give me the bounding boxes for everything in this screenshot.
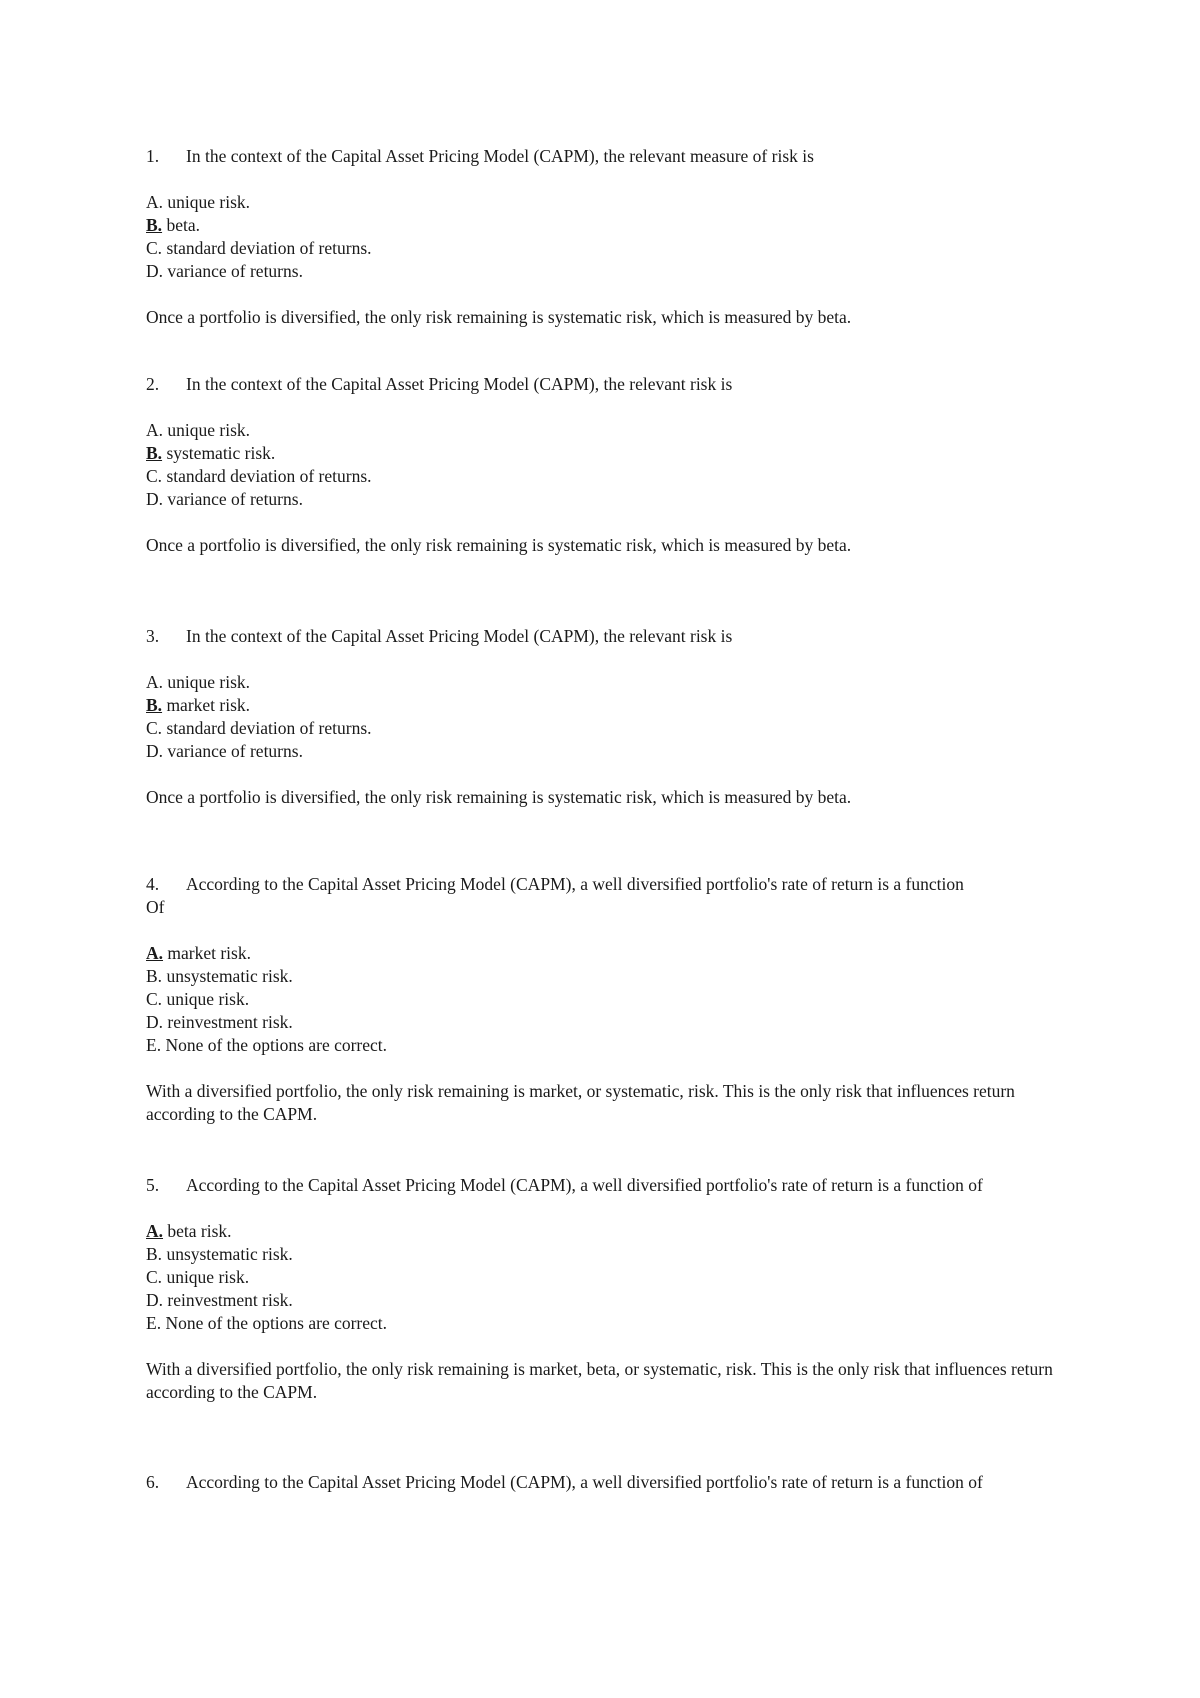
correct-option-letter: A. <box>146 943 164 963</box>
option-a <box>146 191 1066 214</box>
question-number: 3. <box>146 626 160 646</box>
option-c <box>146 1266 1066 1289</box>
option-letter: A. <box>146 672 164 692</box>
question-number: 6. <box>146 1472 160 1492</box>
option-letter: A. <box>146 192 164 212</box>
option-text: reinvestment risk. <box>167 1290 293 1310</box>
question-stem <box>146 373 1066 396</box>
option-text: standard deviation of returns. <box>166 466 372 486</box>
answer-options <box>146 942 1066 1057</box>
option-text: standard deviation of returns. <box>166 238 372 258</box>
option-e <box>146 1034 1066 1057</box>
option-text: None of the options are correct. <box>165 1313 388 1333</box>
explanation: Once a portfolio is diversified, the only risk remaining is systematic risk, which is measured by beta. <box>146 535 852 555</box>
option-c <box>146 237 1066 260</box>
question-1 <box>146 145 1066 329</box>
option-letter: E. <box>146 1313 162 1333</box>
question-stem <box>146 625 1066 648</box>
correct-option-letter: B. <box>146 695 163 715</box>
option-letter: D. <box>146 489 164 509</box>
question-number: 4. <box>146 874 160 894</box>
option-b <box>146 1243 1066 1266</box>
option-d <box>146 488 1066 511</box>
option-text: beta risk. <box>167 1221 232 1241</box>
option-text: systematic risk. <box>166 443 276 463</box>
question-stem <box>146 1174 1066 1197</box>
option-text: unique risk. <box>166 1267 250 1287</box>
option-text: None of the options are correct. <box>165 1035 388 1055</box>
question-stem <box>146 1471 1066 1494</box>
option-letter: C. <box>146 718 163 738</box>
answer-options <box>146 419 1066 511</box>
option-letter: D. <box>146 1012 164 1032</box>
option-letter: C. <box>146 989 163 1009</box>
option-letter: D. <box>146 741 164 761</box>
question-5 <box>146 1174 1066 1404</box>
option-b <box>146 214 1066 237</box>
question-number: 2. <box>146 374 160 394</box>
option-b <box>146 694 1066 717</box>
option-d <box>146 740 1066 763</box>
question-text: In the context of the Capital Asset Pricing Model (CAPM), the relevant risk is <box>186 626 733 646</box>
option-text: unique risk. <box>167 192 251 212</box>
option-a <box>146 1220 1066 1243</box>
option-d <box>146 260 1066 283</box>
option-d <box>146 1011 1066 1034</box>
option-text: market risk. <box>166 695 251 715</box>
explanation: With a diversified portfolio, the only risk remaining is market, or systematic, risk. This is the only risk that influences return according to the CAPM. <box>146 1081 1015 1124</box>
question-stem <box>146 873 1066 896</box>
correct-option-letter: B. <box>146 215 163 235</box>
correct-option-letter: B. <box>146 443 163 463</box>
option-d <box>146 1289 1066 1312</box>
option-letter: A. <box>146 420 164 440</box>
question-text: In the context of the Capital Asset Pricing Model (CAPM), the relevant risk is <box>186 374 733 394</box>
option-text: market risk. <box>167 943 251 963</box>
option-text: unique risk. <box>167 420 251 440</box>
option-text: unique risk. <box>166 989 250 1009</box>
question-stem <box>146 145 1066 168</box>
option-letter: C. <box>146 238 163 258</box>
question-text: According to the Capital Asset Pricing Model (CAPM), a well diversified portfolio's rate of return is a function <box>186 874 964 894</box>
question-4 <box>146 873 1066 1126</box>
correct-option-letter: A. <box>146 1221 164 1241</box>
option-text: variance of returns. <box>167 489 303 509</box>
question-3 <box>146 625 1066 809</box>
option-a <box>146 671 1066 694</box>
option-text: unique risk. <box>167 672 251 692</box>
option-letter: C. <box>146 1267 163 1287</box>
question-text: According to the Capital Asset Pricing Model (CAPM), a well diversified portfolio's rate of return is a function of <box>186 1175 983 1195</box>
option-letter: E. <box>146 1035 162 1055</box>
option-letter: D. <box>146 261 164 281</box>
option-text: variance of returns. <box>167 741 303 761</box>
answer-options <box>146 191 1066 283</box>
question-text: According to the Capital Asset Pricing Model (CAPM), a well diversified portfolio's rate of return is a function of <box>186 1472 983 1492</box>
option-c <box>146 988 1066 1011</box>
explanation: Once a portfolio is diversified, the only risk remaining is systematic risk, which is measured by beta. <box>146 307 852 327</box>
explanation: With a diversified portfolio, the only risk remaining is market, beta, or systematic, risk. This is the only risk that influences return according to the CAPM. <box>146 1359 1053 1402</box>
question-text: In the context of the Capital Asset Pricing Model (CAPM), the relevant measure of risk is <box>186 146 814 166</box>
question-stem-tail: Of <box>146 897 165 917</box>
option-e <box>146 1312 1066 1335</box>
option-letter: C. <box>146 466 163 486</box>
option-text: reinvestment risk. <box>167 1012 293 1032</box>
question-6 <box>146 1471 1066 1494</box>
option-text: standard deviation of returns. <box>166 718 372 738</box>
answer-options <box>146 1220 1066 1335</box>
option-text: unsystematic risk. <box>166 1244 293 1264</box>
option-letter: B. <box>146 1244 163 1264</box>
option-letter: D. <box>146 1290 164 1310</box>
option-a <box>146 419 1066 442</box>
option-text: beta. <box>166 215 200 235</box>
option-c <box>146 717 1066 740</box>
question-number: 1. <box>146 146 160 166</box>
option-b <box>146 442 1066 465</box>
question-2 <box>146 373 1066 557</box>
option-text: variance of returns. <box>167 261 303 281</box>
option-c <box>146 465 1066 488</box>
explanation: Once a portfolio is diversified, the only risk remaining is systematic risk, which is measured by beta. <box>146 787 852 807</box>
option-a <box>146 942 1066 965</box>
question-number: 5. <box>146 1175 160 1195</box>
option-b <box>146 965 1066 988</box>
option-text: unsystematic risk. <box>166 966 293 986</box>
option-letter: B. <box>146 966 163 986</box>
answer-options <box>146 671 1066 763</box>
